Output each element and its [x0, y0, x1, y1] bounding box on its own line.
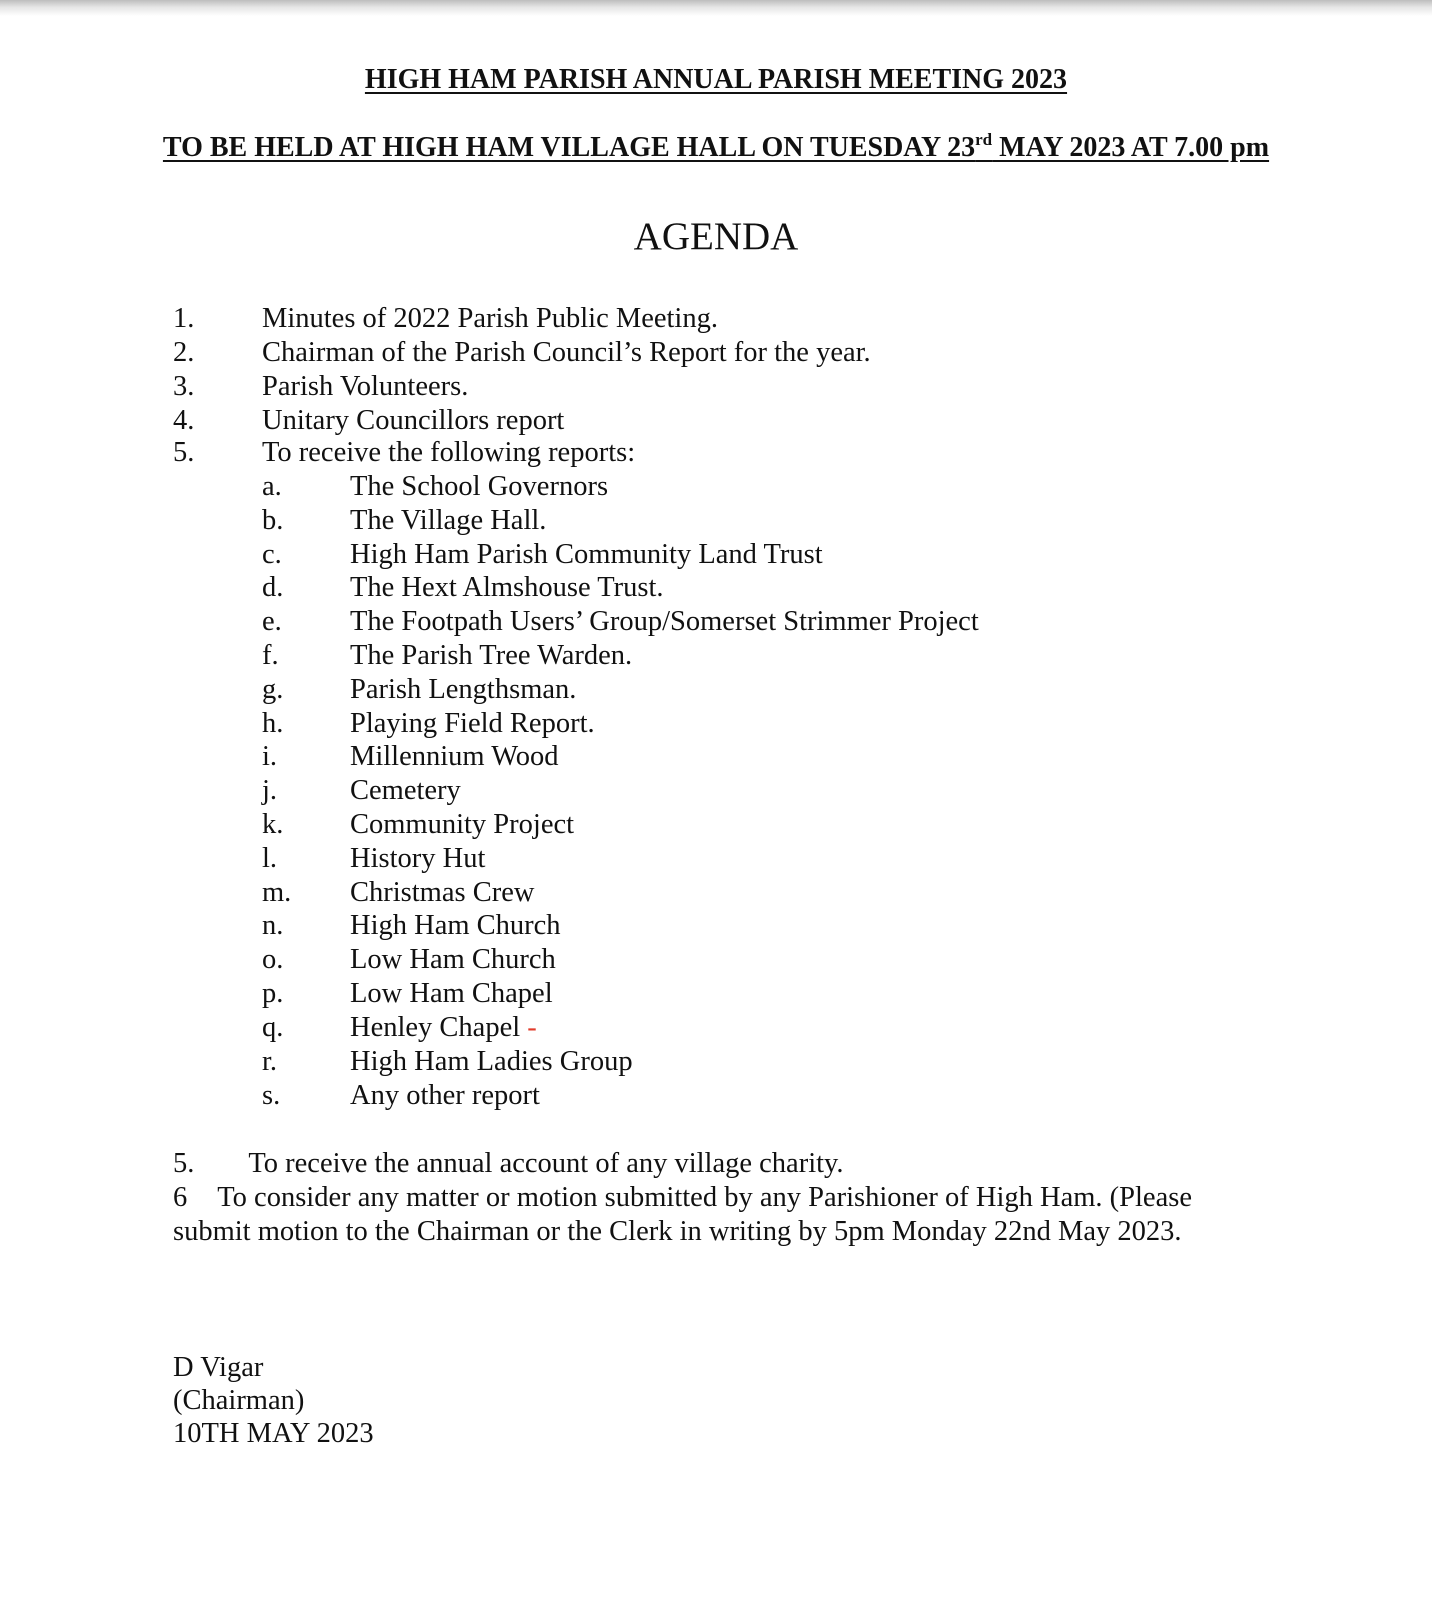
closing-item-5	[173, 1147, 844, 1181]
sub-item-text: Low Ham Chapel	[350, 978, 553, 1009]
sub-item-text: The Village Hall.	[350, 505, 547, 536]
sub-item-text: Community Project	[350, 809, 575, 840]
sub-item-text: Christmas Crew	[350, 877, 535, 908]
sub-item-text-main: Henley Chapel	[350, 1012, 528, 1043]
sub-item-letter: k.	[262, 809, 284, 840]
meeting-details-post: MAY 2023 AT 7.00 pm	[992, 132, 1270, 163]
sub-item-letter: m.	[262, 877, 292, 908]
item-text: To receive the following reports:	[262, 437, 636, 468]
sub-item-text: History Hut	[350, 843, 486, 874]
meeting-details-sup: rd	[975, 130, 993, 149]
sub-item-text: The Footpath Users’ Group/Somerset Strimmer Project	[350, 606, 979, 637]
annotation-dash: -	[527, 1012, 537, 1043]
sub-item-text: The Parish Tree Warden.	[350, 640, 633, 671]
sub-item-letter: i.	[262, 741, 278, 772]
sub-item-text: Low Ham Church	[350, 944, 556, 975]
sub-item-letter: q.	[262, 1012, 284, 1043]
closing-item-6-text: To consider any matter or motion submitted by any Parishioner of High Ham. (Please	[217, 1182, 1192, 1213]
sub-item-letter: f.	[262, 640, 279, 671]
closing-item-6	[173, 1181, 1192, 1215]
sub-item-letter: a.	[262, 471, 282, 502]
sub-item-text: The School Governors	[350, 471, 609, 502]
item-text: Parish Volunteers.	[262, 371, 469, 402]
closing-item-6-number: 6	[173, 1182, 188, 1213]
sub-item-letter: l.	[262, 843, 278, 874]
item-number: 1.	[173, 303, 195, 334]
item-text: Unitary Councillors report	[262, 405, 565, 436]
signatory-role: (Chairman)	[173, 1385, 305, 1416]
sub-item-text: High Ham Ladies Group	[350, 1046, 633, 1077]
sub-item-text: Millennium Wood	[350, 741, 559, 772]
sub-item-text: Parish Lengthsman.	[350, 674, 577, 705]
closing-item-6-continued: submit motion to the Chairman or the Clerk in writing by 5pm Monday 22nd May 2023.	[173, 1216, 1182, 1247]
sub-item-text: High Ham Church	[350, 910, 561, 941]
sub-item-text: Any other report	[350, 1080, 540, 1111]
item-text: Chairman of the Parish Council’s Report for the year.	[262, 337, 871, 368]
sub-item-letter: o.	[262, 944, 284, 975]
sub-item-letter: p.	[262, 978, 284, 1009]
signatory-name: D Vigar	[173, 1352, 264, 1383]
sub-item-letter: d.	[262, 572, 284, 603]
sub-item-letter: g.	[262, 674, 284, 705]
item-text: Minutes of 2022 Parish Public Meeting.	[262, 303, 718, 334]
sub-item-text	[350, 1011, 537, 1045]
sub-item-letter: c.	[262, 539, 282, 570]
closing-item-5-text: To receive the annual account of any village charity.	[248, 1148, 844, 1179]
sub-item-text: Playing Field Report.	[350, 708, 595, 739]
meeting-details	[0, 132, 1432, 164]
sub-item-text: The Hext Almshouse Trust.	[350, 572, 664, 603]
item-number: 5.	[173, 437, 195, 468]
sub-item-text: Cemetery	[350, 775, 461, 806]
item-number: 4.	[173, 405, 195, 436]
sub-item-letter: r.	[262, 1046, 278, 1077]
signature-date: 10TH MAY 2023	[173, 1418, 374, 1449]
document-title: HIGH HAM PARISH ANNUAL PARISH MEETING 2023	[364, 64, 1068, 95]
sub-item-letter: s.	[262, 1080, 281, 1111]
closing-item-5-number: 5.	[173, 1148, 195, 1179]
sub-item-letter: h.	[262, 708, 284, 739]
item-number: 3.	[173, 371, 195, 402]
sub-item-letter: b.	[262, 505, 284, 536]
sub-item-text: High Ham Parish Community Land Trust	[350, 539, 823, 570]
item-number: 2.	[173, 337, 195, 368]
agenda-heading: AGENDA	[633, 215, 799, 258]
sub-item-letter: j.	[262, 775, 278, 806]
meeting-details-pre: TO BE HELD AT HIGH HAM VILLAGE HALL ON TUESDAY 23	[162, 132, 976, 163]
sub-item-letter: e.	[262, 606, 282, 637]
sub-item-letter: n.	[262, 910, 284, 941]
